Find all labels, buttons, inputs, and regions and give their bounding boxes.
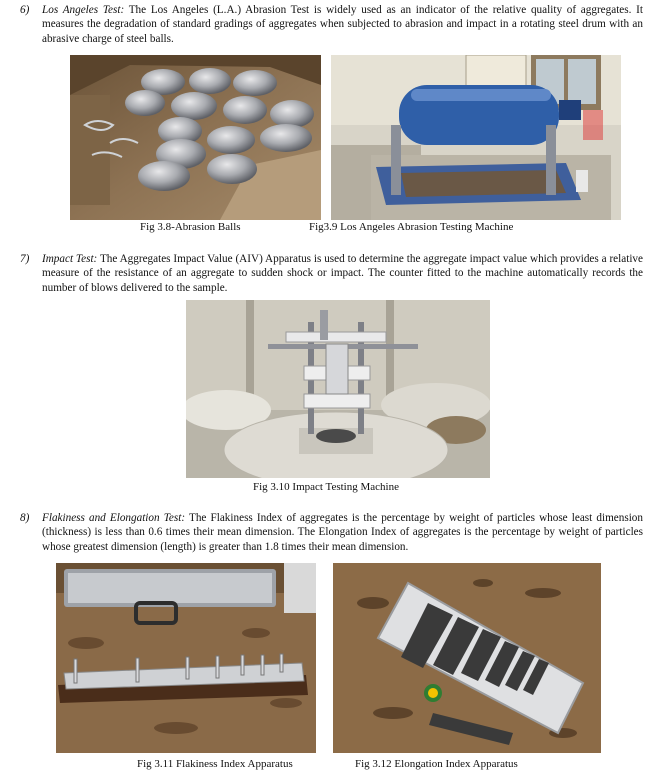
impact-machine-photo	[186, 300, 490, 478]
section-body	[42, 252, 643, 295]
section-title: Los Angeles Test:	[42, 4, 125, 16]
flakiness-apparatus-photo	[56, 563, 316, 753]
los-angeles-machine-photo	[331, 55, 621, 220]
section-text: The Aggregates Impact Value (AIV) Apparatus is used to determine the aggregate impact value which provides a relative measure of the resistance of an aggregate to sudden shock or impact. The counter fitted to the machine automatically records the number of blows delivered to the sample.	[42, 253, 643, 294]
section-text: The Flakiness Index of aggregates is the percentage by weight of particles whose least dimension (thickness) is less than 0.6 times their mean dimension. The Elongation Index of aggregates is the percentage by weight of particles whose greatest dimension (length) is greater than 1.8 times their mean dimension.	[42, 512, 643, 553]
section-body	[42, 3, 643, 46]
section-title: Flakiness and Elongation Test:	[42, 512, 186, 524]
figure-caption: Fig 3.10 Impact Testing Machine	[253, 481, 399, 493]
elongation-apparatus-photo	[333, 563, 601, 753]
section-number: 6)	[20, 4, 30, 16]
section-6	[20, 3, 643, 46]
section-number: 8)	[20, 512, 30, 524]
section-7	[20, 252, 643, 295]
figure-caption: Fig 3.8-Abrasion Balls	[140, 221, 241, 233]
section-body	[42, 511, 643, 554]
section-title: Impact Test:	[42, 253, 98, 265]
figure-caption: Fig 3.11 Flakiness Index Apparatus	[137, 758, 293, 770]
section-8	[20, 511, 643, 554]
section-number: 7)	[20, 253, 30, 265]
abrasion-balls-photo	[70, 55, 321, 220]
figure-caption: Fig3.9 Los Angeles Abrasion Testing Machine	[309, 221, 514, 233]
section-text: The Los Angeles (L.A.) Abrasion Test is widely used as an indicator of the relative quality of aggregates. It measures the degradation of standard gradings of aggregates when subjected to abrasion and impact in a rotating steel drum with an abrasive charge of steel balls.	[42, 4, 643, 45]
figure-caption: Fig 3.12 Elongation Index Apparatus	[355, 758, 518, 770]
